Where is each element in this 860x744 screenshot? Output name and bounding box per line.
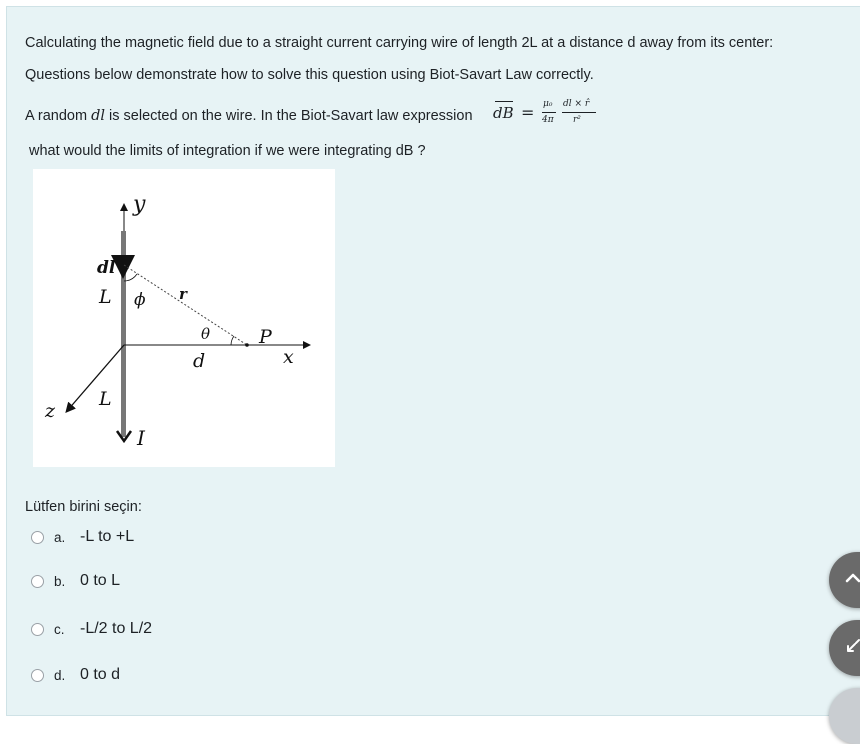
label-L-top: L xyxy=(99,286,112,308)
dl-symbol: dl xyxy=(91,108,106,124)
label-y: y xyxy=(133,192,146,217)
option-d[interactable] xyxy=(31,664,120,686)
chevron-up-icon xyxy=(843,568,860,588)
question-line-1: Calculating the magnetic field due to a straight current carrying wire of length 2L at a distance d away from its center: xyxy=(25,35,774,51)
formula-equals: = xyxy=(521,103,535,122)
formula-lhs: dB xyxy=(493,104,514,122)
option-b-radio[interactable] xyxy=(31,575,44,588)
biot-savart-formula xyxy=(491,95,601,131)
option-a[interactable] xyxy=(31,526,134,548)
theta-arc xyxy=(231,336,234,345)
z-axis xyxy=(67,345,124,411)
label-theta: θ xyxy=(201,325,211,343)
option-a-radio[interactable] xyxy=(31,531,44,544)
option-c[interactable] xyxy=(31,618,152,640)
question-line-4: what would the limits of integration if we were integrating dB ? xyxy=(29,143,426,159)
choose-prompt: Lütfen birini seçin: xyxy=(25,499,142,515)
label-phi: ϕ xyxy=(134,290,146,310)
option-c-radio[interactable] xyxy=(31,623,44,636)
label-L-bottom: L xyxy=(99,388,112,410)
label-dl: dl xyxy=(97,258,116,278)
option-d-radio[interactable] xyxy=(31,669,44,682)
option-b[interactable] xyxy=(31,570,120,592)
label-z: z xyxy=(45,400,56,422)
option-a-label[interactable]: -L to +L xyxy=(80,528,135,545)
option-b-letter: b. xyxy=(54,573,66,589)
label-r: r xyxy=(179,285,187,303)
option-a-letter: a. xyxy=(54,529,66,545)
option-d-label[interactable]: 0 to d xyxy=(80,666,121,683)
collapse-arrows-icon xyxy=(843,636,860,656)
line3-prefix: A random xyxy=(25,108,92,124)
label-d: d xyxy=(193,350,206,372)
question-card xyxy=(6,6,860,716)
coef-denominator: 4π xyxy=(542,115,554,125)
option-d-letter: d. xyxy=(54,667,66,683)
dB-arrow xyxy=(495,101,513,102)
option-b-label[interactable]: 0 to L xyxy=(80,572,121,589)
wire-diagram xyxy=(33,169,335,467)
label-I: I xyxy=(137,426,145,450)
question-line-2: Questions below demonstrate how to solve this question using Biot-Savart Law correctly. xyxy=(25,67,594,83)
question-line-3 xyxy=(25,108,473,124)
line3-suffix: is selected on the wire. In the Biot-Savart law expression xyxy=(105,108,473,124)
option-c-label[interactable]: -L/2 to L/2 xyxy=(80,620,153,637)
coef-numerator: μ₀ xyxy=(543,99,553,109)
point-P xyxy=(245,343,249,347)
option-c-letter: c. xyxy=(54,621,65,637)
fraction-bar xyxy=(562,112,596,113)
label-P: P xyxy=(259,326,272,348)
coef-bar xyxy=(542,112,556,113)
label-x: x xyxy=(283,346,294,368)
fraction-numerator: dl × r̂ xyxy=(563,99,590,109)
fraction-denominator: r² xyxy=(573,115,581,125)
wire-diagram-svg xyxy=(33,169,335,467)
